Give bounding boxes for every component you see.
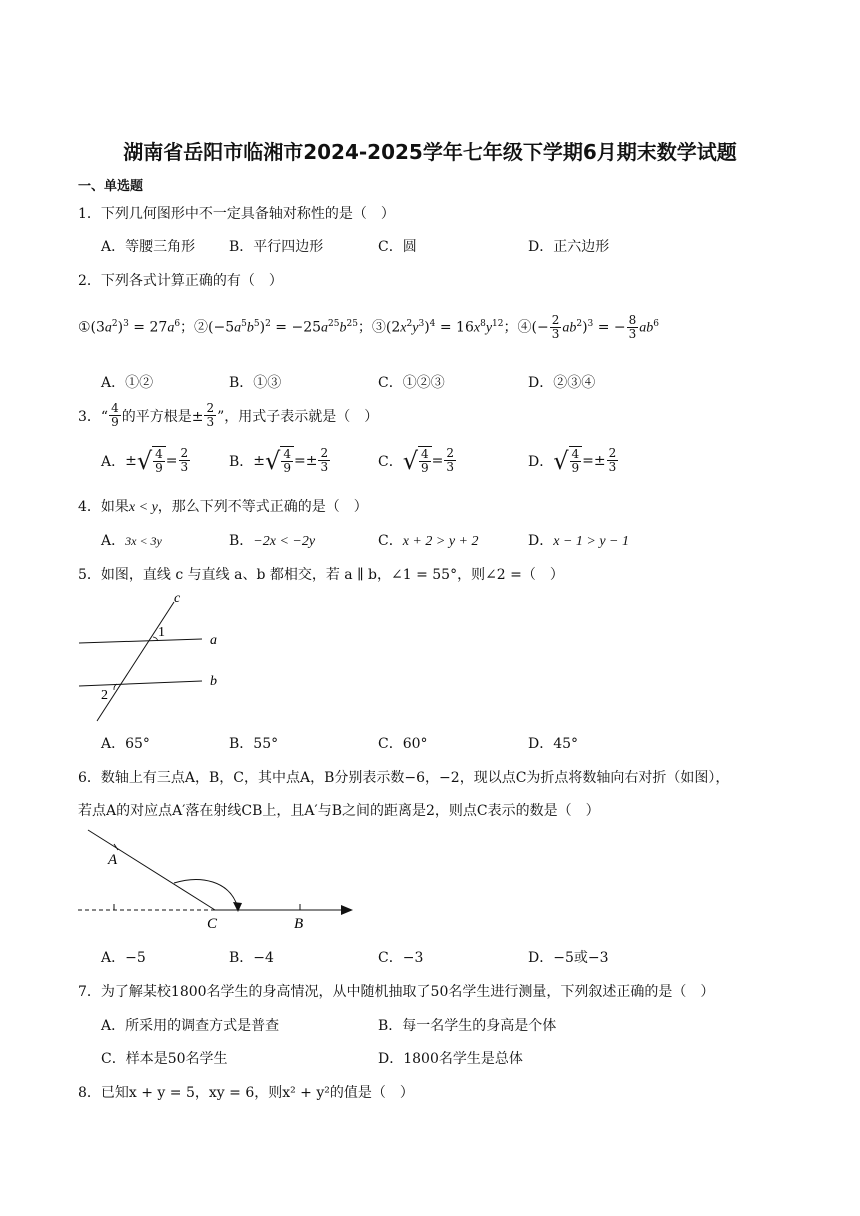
q5-option-b[interactable]: B．55° <box>229 736 279 752</box>
q6-option-b[interactable]: B．−4 <box>229 950 274 966</box>
q7-option-a[interactable]: A．所采用的调查方式是普查 <box>101 1018 280 1034</box>
q3-option-b[interactable]: B． ± √ $\frac{4}{9}$ =± $\frac{2}{3}$ <box>229 446 329 475</box>
q4-option-d[interactable]: D．x − 1 > y − 1 <box>528 533 630 549</box>
line-b <box>79 681 202 686</box>
line-c <box>97 602 174 721</box>
q7-option-c[interactable]: C．样本是50名学生 <box>101 1051 228 1067</box>
q1-option-c[interactable]: C．圆 <box>378 239 417 255</box>
question-6-line-1: 6．数轴上有三点A，B，C，其中点A，B分别表示数−6，−2，现以点C为折点将数轴向右对折（如图）， <box>78 770 730 786</box>
q4-option-a[interactable]: A．3x < 3y <box>101 533 162 549</box>
label-angle-2: 2 <box>101 688 108 703</box>
question-2-stem: 2．下列各式计算正确的有（ ） <box>78 273 283 289</box>
label-a: a <box>210 633 217 648</box>
folded-ray-ca <box>88 830 215 910</box>
question-4-stem: 4．如果x < y，那么下列不等式正确的是（ ） <box>78 499 368 515</box>
question-5-stem: 5．如图，直线 c 与直线 a、b 都相交，若 a ∥ b，∠1 = 55°，则∠2 =（ ） <box>78 567 564 583</box>
label-angle-1: 1 <box>158 625 165 640</box>
q2-option-d[interactable]: D．②③④ <box>528 375 596 391</box>
q7-option-b[interactable]: B．每一名学生的身高是个体 <box>378 1018 557 1034</box>
q3-option-c[interactable]: C． √ $\frac{4}{9}$ = $\frac{2}{3}$ <box>378 446 455 475</box>
q6-figure-number-line <box>70 820 370 935</box>
label-b: b <box>210 674 217 689</box>
page-title: 湖南省岳阳市临湘市2024-2025学年七年级下学期6月期末数学试题 <box>123 140 737 164</box>
q5-option-a[interactable]: A．65° <box>101 736 150 752</box>
q6-option-d[interactable]: D．−5或−3 <box>528 950 609 966</box>
q5-option-d[interactable]: D．45° <box>528 736 579 752</box>
q2-expressions: $①(3a^2)^3 = 27a^6$；$②(-5a^5b^5)^2 = -25a^{25}b^{25}$；$③(2x^2y^3)^4 = 16x^8y^{12}$；④(− $\frac{2}{3}$ $ab^2)^3$ = − $\frac{8}{3}$ $ab^6$ <box>78 313 660 341</box>
q3-option-d[interactable]: D． √ $\frac{4}{9}$ =± $\frac{2}{3}$ <box>528 446 617 475</box>
q6-option-c[interactable]: C．−3 <box>378 950 424 966</box>
q4-option-b[interactable]: B．−2x < −2y <box>229 533 316 549</box>
question-7-stem: 7．为了解某校1800名学生的身高情况，从中随机抽取了50名学生进行测量，下列叙述正确的是（ ） <box>78 984 715 1000</box>
q6-option-a[interactable]: A．−5 <box>101 950 146 966</box>
question-6-line-2: 若点A的对应点A′落在射线CB上，且A′与B之间的距离是2，则点C表示的数是（ ） <box>78 803 600 819</box>
q1-option-b[interactable]: B．平行四边形 <box>229 239 324 255</box>
q5-option-c[interactable]: C．60° <box>378 736 428 752</box>
label-b: B <box>294 916 304 932</box>
question-3-stem: 3．“ $\frac{4}{9}$ 的平方根是± $\frac{2}{3}$ ”，用式子表示就是（ ） <box>78 401 379 429</box>
question-1-stem: 1．下列几何图形中不一定具备轴对称性的是（ ） <box>78 206 395 222</box>
q2-option-b[interactable]: B．①③ <box>229 375 282 391</box>
q1-option-a[interactable]: A．等腰三角形 <box>101 239 196 255</box>
q2-option-a[interactable]: A．①② <box>101 375 154 391</box>
label-c: c <box>174 591 181 606</box>
q2-option-c[interactable]: C．①②③ <box>378 375 445 391</box>
label-a: A <box>108 852 118 868</box>
q3-option-a[interactable]: A． ± √ $\frac{4}{9}$ = $\frac{2}{3}$ <box>101 446 189 475</box>
q7-option-d[interactable]: D．1800名学生是总体 <box>378 1051 523 1067</box>
fold-arc <box>174 880 238 908</box>
label-c: C <box>207 916 218 932</box>
question-8-stem: 8．已知x + y = 5，xy = 6，则x² + y²的值是（ ） <box>78 1085 414 1101</box>
q1-option-d[interactable]: D．正六边形 <box>528 239 610 255</box>
section-heading: 一、单选题 <box>78 179 144 194</box>
arrow-head-icon <box>341 905 353 915</box>
q5-figure-parallel-lines <box>70 590 230 725</box>
q4-option-c[interactable]: C．x + 2 > y + 2 <box>378 533 479 549</box>
line-a <box>79 639 202 643</box>
